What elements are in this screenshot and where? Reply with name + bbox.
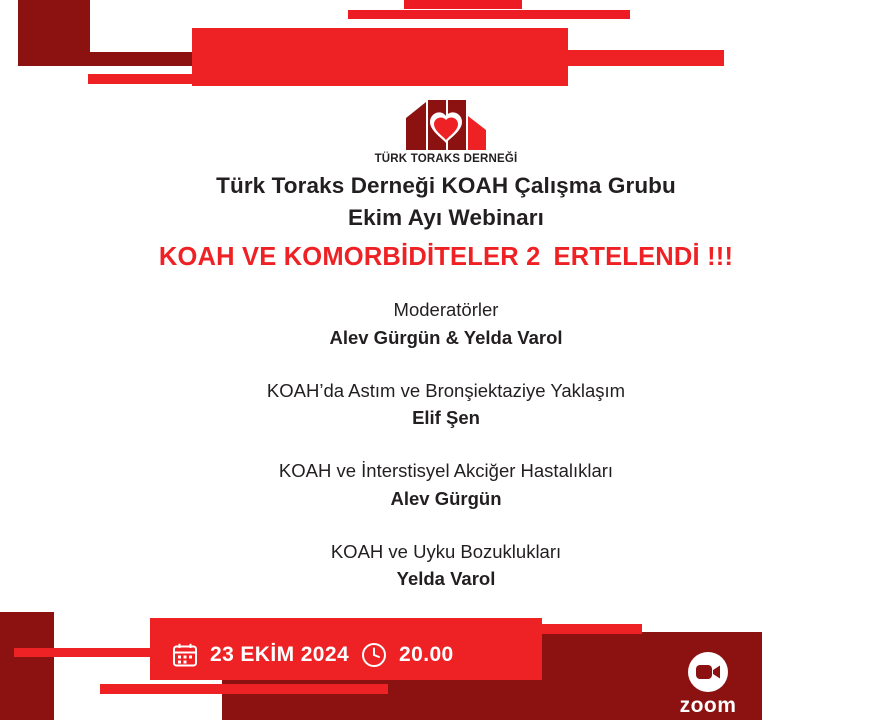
logo-caption: TÜRK TORAKS DERNEĞİ: [374, 153, 518, 165]
program-speaker: Alev Gürgün & Yelda Varol: [329, 326, 563, 348]
program-topic: KOAH’da Astım ve Bronşiektaziye Yaklaşım: [266, 379, 626, 401]
list-item: [0, 457, 892, 513]
calendar-icon: [172, 642, 198, 668]
decor-bottom-dark-left: [0, 612, 54, 720]
logo: [0, 96, 892, 165]
header-line-2: Ekim Ayı Webinarı: [348, 204, 544, 230]
decor-top-right-bar: [568, 50, 724, 66]
program-topic: Moderatörler: [393, 299, 499, 320]
video-camera-icon: [688, 652, 728, 692]
decor-top-dark-block: [18, 0, 90, 66]
platform-badge: [668, 652, 748, 718]
decor-top-thin-bar-2: [404, 0, 522, 9]
date-time-band: [150, 630, 542, 680]
decor-top-thin-bar-1: [348, 10, 630, 19]
toraks-building-heart-logo-icon: [400, 96, 492, 150]
event-time: 20.00: [399, 643, 454, 666]
program-list: [0, 296, 892, 593]
header-line-1: Türk Toraks Derneği KOAH Çalışma Grubu: [216, 173, 676, 198]
decor-top-left-bar: [88, 74, 260, 84]
event-date: 23 EKİM 2024: [210, 643, 350, 666]
event-title-row: [0, 243, 892, 272]
list-item: [0, 538, 892, 594]
event-title: KOAH VE KOMORBİDİTELER 2: [158, 243, 541, 271]
page-title: [0, 170, 892, 234]
program-speaker: Elif Şen: [412, 407, 480, 429]
program-speaker: Alev Gürgün: [390, 487, 502, 509]
list-item: [0, 296, 892, 352]
program-speaker: Yelda Varol: [396, 568, 496, 590]
status-badge: ERTELENDİ !!!: [553, 243, 734, 271]
program-topic: KOAH ve Uyku Bozuklukları: [330, 540, 562, 562]
platform-name: zoom: [679, 694, 737, 717]
clock-icon: [361, 642, 387, 668]
program-topic: KOAH ve İnterstisyel Akciğer Hastalıkları: [278, 460, 614, 481]
list-item: [0, 377, 892, 433]
decor-bottom-thin-bar-2: [100, 684, 388, 694]
